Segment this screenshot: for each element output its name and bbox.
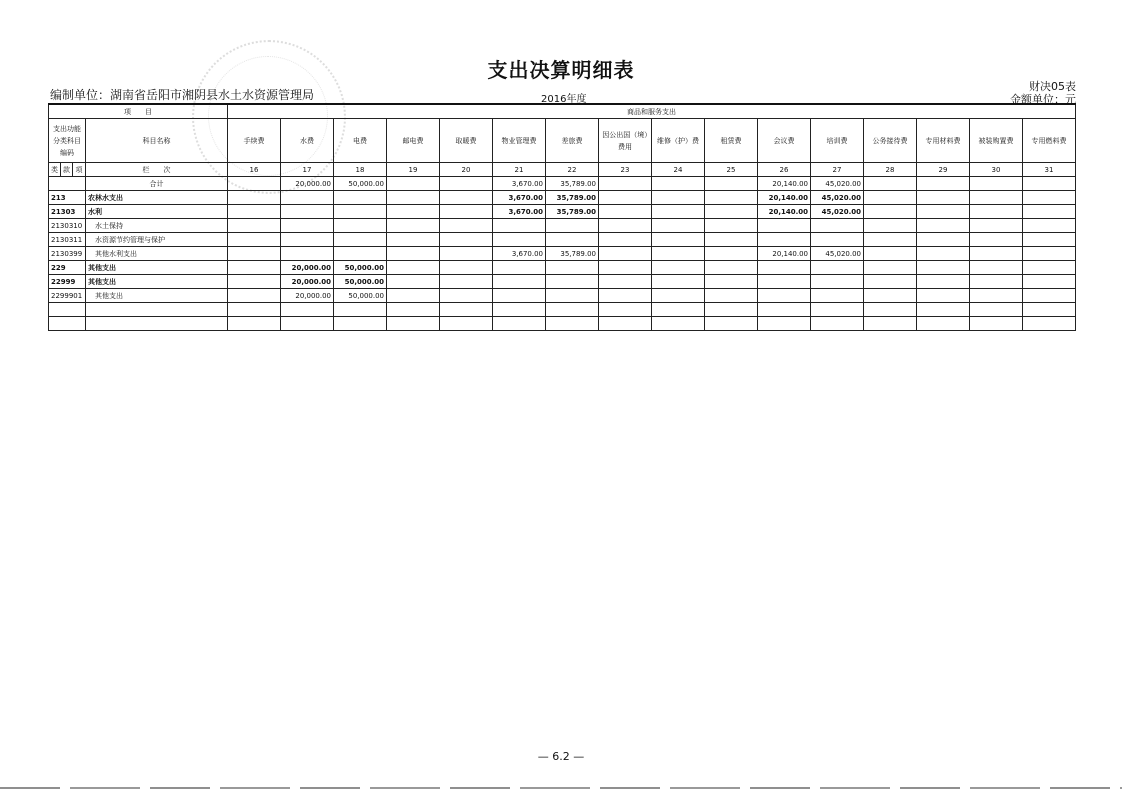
item-header: 项 目 — [49, 104, 228, 119]
amount-cell — [546, 261, 599, 275]
column-number: 28 — [864, 163, 917, 177]
amount-cell — [546, 317, 599, 331]
amount-cell — [493, 289, 546, 303]
amount-cell: 35,789.00 — [546, 191, 599, 205]
amount-cell — [917, 275, 970, 289]
column-number: 20 — [440, 163, 493, 177]
amount-cell — [917, 191, 970, 205]
table-row — [49, 317, 1076, 331]
amount-cell: 45,020.00 — [811, 247, 864, 261]
subject-name-cell — [86, 317, 228, 331]
amount-cell — [387, 247, 440, 261]
subject-name-header: 科目名称 — [86, 119, 228, 163]
amount-cell — [228, 275, 281, 289]
amount-cell: 20,000.00 — [281, 289, 334, 303]
amount-cell: 50,000.00 — [334, 261, 387, 275]
amount-cell — [334, 191, 387, 205]
amount-cell — [811, 261, 864, 275]
amount-cell — [917, 233, 970, 247]
amount-cell — [334, 247, 387, 261]
amount-cell — [705, 261, 758, 275]
amount-cell — [1023, 261, 1076, 275]
column-header: 专用材料费 — [917, 119, 970, 163]
amount-cell — [970, 275, 1023, 289]
amount-cell — [917, 205, 970, 219]
goods-services-group-header: 商品和服务支出 — [228, 104, 1076, 119]
amount-cell — [440, 205, 493, 219]
amount-cell — [228, 247, 281, 261]
amount-cell — [281, 205, 334, 219]
column-number: 29 — [917, 163, 970, 177]
column-number: 26 — [758, 163, 811, 177]
function-code-cell: 22999 — [49, 275, 86, 289]
amount-cell — [387, 233, 440, 247]
column-header: 被装购置费 — [970, 119, 1023, 163]
expenditure-detail-table — [48, 103, 1076, 331]
function-code-cell: 2130310 — [49, 219, 86, 233]
amount-cell — [917, 261, 970, 275]
amount-cell: 45,020.00 — [811, 177, 864, 191]
amount-cell — [440, 233, 493, 247]
amount-cell — [864, 191, 917, 205]
column-header: 电费 — [334, 119, 387, 163]
amount-cell — [546, 233, 599, 247]
amount-cell — [334, 205, 387, 219]
amount-cell: 45,020.00 — [811, 205, 864, 219]
amount-cell — [493, 275, 546, 289]
amount-cell — [864, 261, 917, 275]
amount-cell — [599, 191, 652, 205]
amount-cell — [652, 177, 705, 191]
amount-cell — [864, 317, 917, 331]
amount-cell: 3,670.00 — [493, 191, 546, 205]
amount-cell: 20,140.00 — [758, 205, 811, 219]
amount-cell — [652, 191, 705, 205]
amount-cell: 20,140.00 — [758, 247, 811, 261]
amount-cell — [440, 261, 493, 275]
amount-cell — [917, 317, 970, 331]
amount-cell — [758, 219, 811, 233]
amount-cell — [970, 177, 1023, 191]
table-row — [49, 303, 1076, 317]
amount-cell — [228, 191, 281, 205]
amount-cell — [864, 233, 917, 247]
amount-cell — [546, 303, 599, 317]
amount-cell — [1023, 247, 1076, 261]
amount-cell: 20,140.00 — [758, 191, 811, 205]
amount-cell — [1023, 177, 1076, 191]
amount-cell — [970, 261, 1023, 275]
amount-cell — [228, 303, 281, 317]
amount-cell — [917, 247, 970, 261]
amount-cell — [970, 191, 1023, 205]
amount-cell: 20,000.00 — [281, 177, 334, 191]
table-row — [49, 177, 1076, 191]
column-number: 31 — [1023, 163, 1076, 177]
subject-name-cell: 其他支出 — [86, 275, 228, 289]
column-number: 27 — [811, 163, 864, 177]
amount-cell — [281, 247, 334, 261]
amount-cell — [652, 219, 705, 233]
amount-cell — [652, 289, 705, 303]
amount-cell: 3,670.00 — [493, 247, 546, 261]
amount-cell — [970, 289, 1023, 303]
amount-cell — [811, 303, 864, 317]
amount-cell — [917, 219, 970, 233]
amount-cell — [864, 219, 917, 233]
amount-cell — [387, 205, 440, 219]
amount-cell — [228, 317, 281, 331]
column-header: 邮电费 — [387, 119, 440, 163]
function-code-header: 支出功能分类科目编码 — [49, 119, 86, 163]
column-number: 30 — [970, 163, 1023, 177]
amount-cell — [228, 261, 281, 275]
function-code-cell — [49, 303, 86, 317]
amount-cell — [652, 317, 705, 331]
page-number: — 6.2 — — [537, 750, 585, 763]
amount-cell — [652, 275, 705, 289]
subject-name-cell: 其他支出 — [86, 261, 228, 275]
amount-cell — [440, 289, 493, 303]
amount-cell — [440, 219, 493, 233]
amount-cell: 35,789.00 — [546, 247, 599, 261]
amount-cell — [705, 191, 758, 205]
amount-cell — [387, 177, 440, 191]
amount-cell — [440, 317, 493, 331]
amount-cell: 20,000.00 — [281, 275, 334, 289]
column-header: 差旅费 — [546, 119, 599, 163]
amount-cell — [652, 247, 705, 261]
function-code-cell — [49, 177, 86, 191]
amount-cell — [864, 205, 917, 219]
amount-cell — [493, 303, 546, 317]
column-header: 租赁费 — [705, 119, 758, 163]
amount-cell — [281, 191, 334, 205]
amount-cell — [493, 219, 546, 233]
amount-cell — [599, 303, 652, 317]
reporting-unit: 编制单位：湖南省岳阳市湘阴县水土水资源管理局 — [50, 88, 315, 102]
amount-cell — [1023, 317, 1076, 331]
subject-name-cell — [86, 303, 228, 317]
amount-cell — [387, 261, 440, 275]
amount-cell — [546, 289, 599, 303]
column-header: 培训费 — [811, 119, 864, 163]
column-header: 物业管理费 — [493, 119, 546, 163]
amount-cell — [811, 317, 864, 331]
amount-cell — [970, 303, 1023, 317]
amount-cell — [546, 275, 599, 289]
amount-cell — [1023, 191, 1076, 205]
amount-cell — [1023, 303, 1076, 317]
scan-edge-line — [0, 787, 1122, 789]
amount-cell — [917, 177, 970, 191]
column-number: 23 — [599, 163, 652, 177]
amount-cell — [758, 275, 811, 289]
amount-cell — [1023, 205, 1076, 219]
subject-name-cell: 其他支出 — [86, 289, 228, 303]
function-code-cell — [49, 317, 86, 331]
amount-cell — [864, 289, 917, 303]
amount-cell — [864, 177, 917, 191]
amount-cell — [387, 219, 440, 233]
amount-cell — [758, 261, 811, 275]
amount-cell — [758, 303, 811, 317]
amount-cell — [599, 247, 652, 261]
column-number: 16 — [228, 163, 281, 177]
amount-cell — [599, 275, 652, 289]
subject-name-cell: 其他水利支出 — [86, 247, 228, 261]
amount-cell — [599, 289, 652, 303]
amount-cell — [546, 219, 599, 233]
amount-cell — [440, 191, 493, 205]
amount-cell — [440, 247, 493, 261]
amount-cell — [811, 233, 864, 247]
column-number: 25 — [705, 163, 758, 177]
amount-cell — [970, 317, 1023, 331]
amount-cell — [705, 289, 758, 303]
column-number: 19 — [387, 163, 440, 177]
subject-name-cell: 水利 — [86, 205, 228, 219]
amount-cell — [652, 233, 705, 247]
amount-cell — [970, 233, 1023, 247]
column-header: 会议费 — [758, 119, 811, 163]
column-number: 17 — [281, 163, 334, 177]
amount-cell — [1023, 275, 1076, 289]
column-header: 公务接待费 — [864, 119, 917, 163]
column-number: 18 — [334, 163, 387, 177]
amount-cell: 50,000.00 — [334, 289, 387, 303]
amount-cell — [758, 233, 811, 247]
column-header: 专用燃料费 — [1023, 119, 1076, 163]
amount-cell — [652, 303, 705, 317]
kuan-header: 款 — [61, 163, 73, 177]
amount-cell — [758, 317, 811, 331]
amount-cell — [811, 275, 864, 289]
amount-cell — [281, 219, 334, 233]
amount-cell — [387, 275, 440, 289]
amount-cell — [705, 233, 758, 247]
amount-cell — [705, 205, 758, 219]
amount-cell: 3,670.00 — [493, 205, 546, 219]
column-number: 24 — [652, 163, 705, 177]
column-number: 21 — [493, 163, 546, 177]
amount-cell — [228, 219, 281, 233]
column-number: 22 — [546, 163, 599, 177]
table-row — [49, 289, 1076, 303]
amount-cell — [387, 303, 440, 317]
amount-cell — [705, 303, 758, 317]
page-title: 支出决算明细表 — [487, 58, 635, 82]
amount-cell: 20,140.00 — [758, 177, 811, 191]
amount-cell — [811, 219, 864, 233]
xiang-header: 项 — [73, 163, 86, 177]
amount-cell — [599, 233, 652, 247]
amount-cell: 50,000.00 — [334, 177, 387, 191]
amount-cell — [864, 303, 917, 317]
amount-cell — [493, 261, 546, 275]
table-row — [49, 247, 1076, 261]
column-header: 维修（护）费 — [652, 119, 705, 163]
amount-cell — [864, 275, 917, 289]
amount-cell — [652, 205, 705, 219]
function-code-cell: 2299901 — [49, 289, 86, 303]
amount-cell — [705, 275, 758, 289]
amount-cell: 3,670.00 — [493, 177, 546, 191]
amount-cell: 45,020.00 — [811, 191, 864, 205]
table-row — [49, 233, 1076, 247]
amount-cell — [440, 303, 493, 317]
amount-cell: 20,000.00 — [281, 261, 334, 275]
column-header: 取暖费 — [440, 119, 493, 163]
lan-ci-header: 栏 次 — [86, 163, 228, 177]
amount-cell — [228, 177, 281, 191]
subject-name-cell: 合计 — [86, 177, 228, 191]
amount-cell — [811, 289, 864, 303]
amount-cell — [281, 317, 334, 331]
column-header: 因公出国（境）费用 — [599, 119, 652, 163]
amount-cell — [228, 233, 281, 247]
amount-cell — [970, 205, 1023, 219]
amount-cell — [387, 289, 440, 303]
amount-cell — [228, 205, 281, 219]
column-header: 手续费 — [228, 119, 281, 163]
amount-cell — [440, 275, 493, 289]
amount-cell — [599, 177, 652, 191]
amount-cell — [1023, 219, 1076, 233]
amount-cell — [334, 233, 387, 247]
amount-cell — [758, 289, 811, 303]
amount-cell — [970, 219, 1023, 233]
lei-header: 类 — [49, 163, 61, 177]
amount-cell — [599, 219, 652, 233]
amount-cell — [493, 317, 546, 331]
amount-cell — [493, 233, 546, 247]
function-code-cell: 21303 — [49, 205, 86, 219]
function-code-cell: 229 — [49, 261, 86, 275]
subject-name-cell: 水资源节约管理与保护 — [86, 233, 228, 247]
function-code-cell: 213 — [49, 191, 86, 205]
table-row — [49, 261, 1076, 275]
amount-cell: 50,000.00 — [334, 275, 387, 289]
subject-name-cell: 农林水支出 — [86, 191, 228, 205]
amount-cell: 35,789.00 — [546, 177, 599, 191]
amount-cell — [440, 177, 493, 191]
amount-cell — [281, 303, 334, 317]
amount-unit: 金额单位：元 — [1010, 93, 1076, 106]
fiscal-year: 2016年度 — [541, 94, 587, 105]
amount-cell — [334, 317, 387, 331]
amount-cell — [334, 303, 387, 317]
amount-cell — [705, 247, 758, 261]
amount-cell — [705, 177, 758, 191]
subject-name-cell: 水土保持 — [86, 219, 228, 233]
amount-cell — [705, 317, 758, 331]
amount-cell: 35,789.00 — [546, 205, 599, 219]
amount-cell — [387, 317, 440, 331]
column-header: 水费 — [281, 119, 334, 163]
amount-cell — [1023, 289, 1076, 303]
amount-cell — [652, 261, 705, 275]
table-row — [49, 275, 1076, 289]
amount-cell — [599, 317, 652, 331]
form-number: 财决05表 — [1029, 80, 1076, 93]
amount-cell — [387, 191, 440, 205]
amount-cell — [1023, 233, 1076, 247]
table-row — [49, 219, 1076, 233]
table-row — [49, 205, 1076, 219]
amount-cell — [917, 289, 970, 303]
amount-cell — [599, 205, 652, 219]
amount-cell — [281, 233, 334, 247]
amount-cell — [705, 219, 758, 233]
function-code-cell: 2130399 — [49, 247, 86, 261]
function-code-cell: 2130311 — [49, 233, 86, 247]
table-row — [49, 191, 1076, 205]
amount-cell — [970, 247, 1023, 261]
amount-cell — [334, 219, 387, 233]
amount-cell — [228, 289, 281, 303]
amount-cell — [917, 303, 970, 317]
amount-cell — [864, 247, 917, 261]
amount-cell — [599, 261, 652, 275]
